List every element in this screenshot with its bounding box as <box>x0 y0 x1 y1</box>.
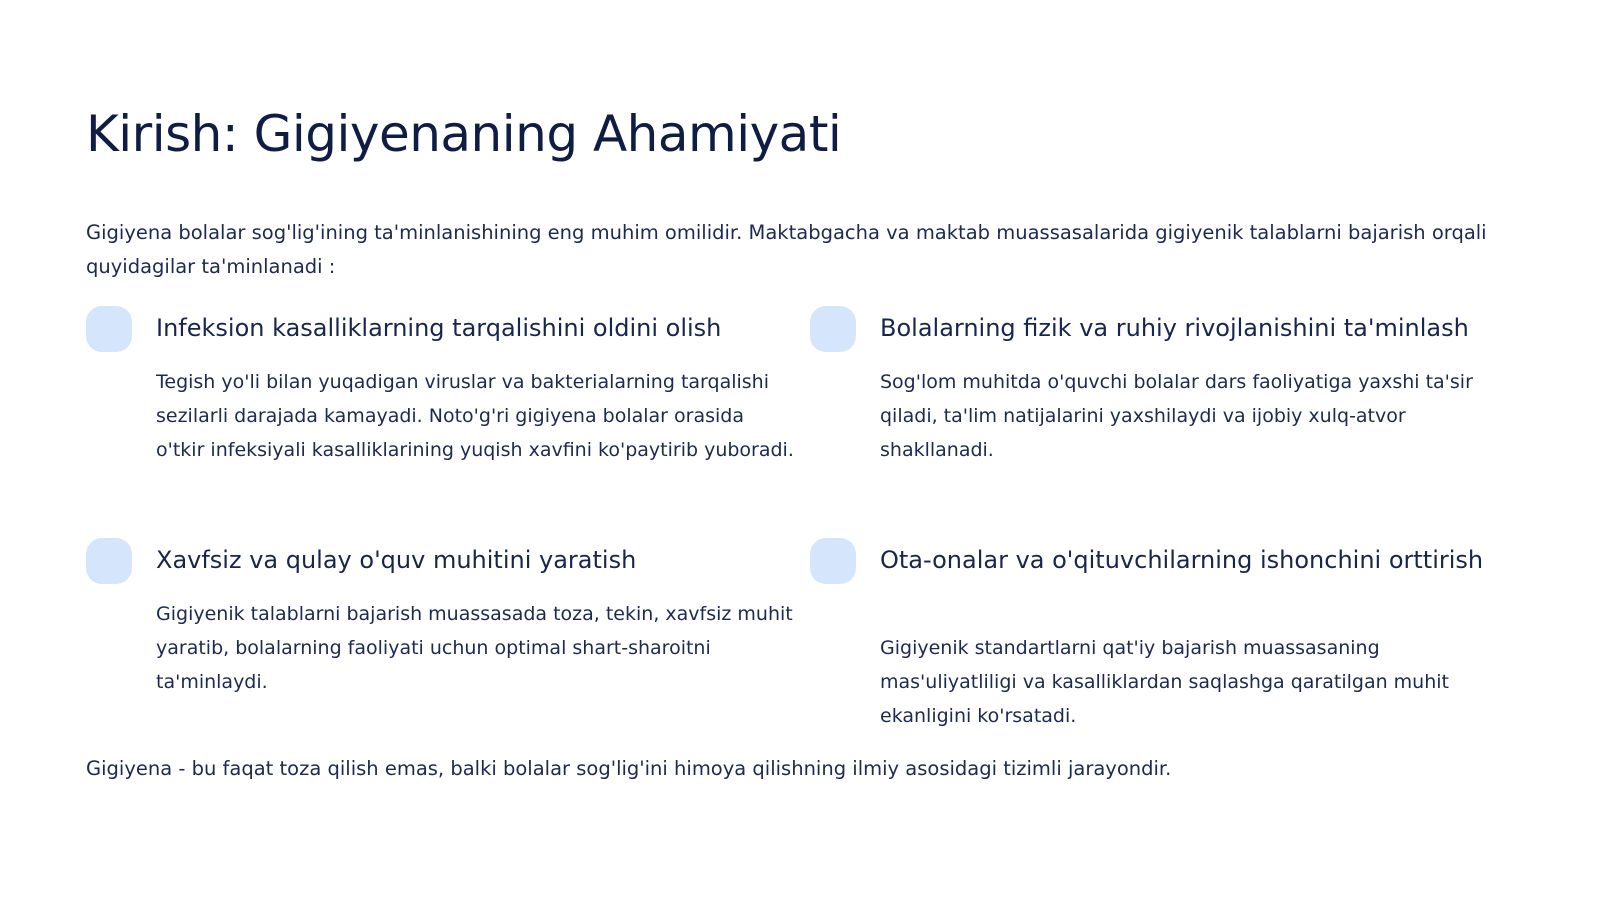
feature-title: Infeksion kasalliklarning tarqalishini oldini olish <box>156 314 722 342</box>
bullet-dot-icon <box>86 538 132 584</box>
feature-title: Bolalarning fizik va ruhiy rivojlanishini ta'minlash <box>880 314 1469 342</box>
bullet-dot-icon <box>86 306 132 352</box>
bullet-dot-icon <box>810 538 856 584</box>
intro-paragraph: Gigiyena bolalar sog'lig'ining ta'minlanishining eng muhim omilidir. Maktabgacha va maktab muassasalarida gigiyenik talablarni bajarish orqali quyidagilar ta'minlanadi : <box>86 221 1487 278</box>
feature-body: Gigiyenik standartlarni qat'iy bajarish muassasaning mas'uliyatliligi va kasalliklardan saqlashga qaratilgan muhit ekanligini ko'rsatadi. <box>880 637 1449 727</box>
feature-body: Sog'lom muhitda o'quvchi bolalar dars faoliyatiga yaxshi ta'sir qiladi, ta'lim natijalarini yaxshilaydi va ijobiy xulq-atvor shakllanadi. <box>880 371 1473 461</box>
page-title: Kirish: Gigiyenaning Ahamiyati <box>86 105 842 163</box>
feature-body: Gigiyenik talablarni bajarish muassasada toza, tekin, xavfsiz muhit yaratib, bolalarning faoliyati uchun optimal shart-sharoitni ta'minlaydi. <box>156 603 793 693</box>
footer-note: Gigiyena - bu faqat toza qilish emas, balki bolalar sog'lig'ini himoya qilishning ilmiy asosidagi tizimli jarayondir. <box>86 757 1172 780</box>
feature-body: Tegish yo'li bilan yuqadigan viruslar va bakterialarning tarqalishi sezilarli darajada kamayadi. Noto'g'ri gigiyena bolalar orasida o'tkir infeksiyali kasalliklarining yuqish xavfini ko'paytirib yuboradi. <box>156 371 794 461</box>
feature-title: Xavfsiz va qulay o'quv muhitini yaratish <box>156 546 637 574</box>
bullet-dot-icon <box>810 306 856 352</box>
feature-title: Ota-onalar va o'qituvchilarning ishonchini orttirish <box>880 546 1484 574</box>
